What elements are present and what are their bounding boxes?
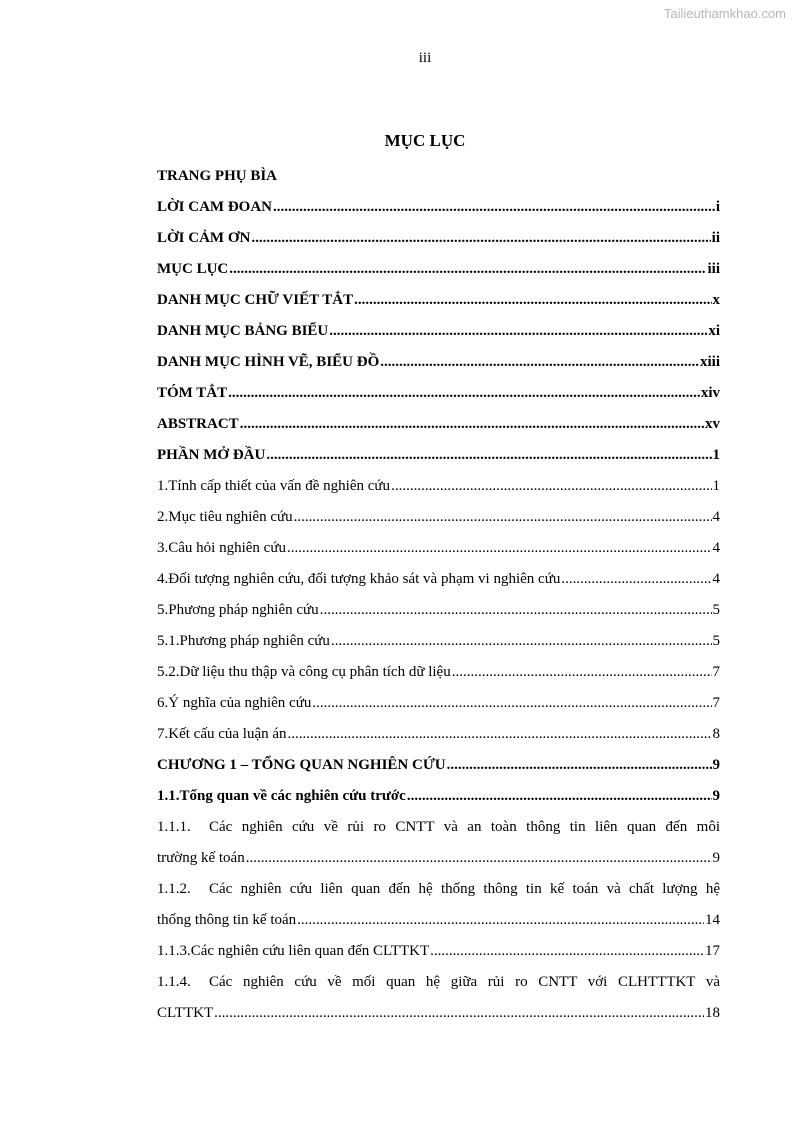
- toc-leader-dots: [354, 285, 711, 316]
- toc-entry-page: 9: [712, 757, 720, 773]
- toc-entry-text: Phương pháp nghiên cứu: [179, 633, 330, 649]
- toc-entry-text: DANH MỤC BẢNG BIỂU: [157, 323, 329, 339]
- toc-entry-4[interactable]: [157, 564, 720, 595]
- table-of-contents: [157, 161, 720, 1029]
- toc-entry-7[interactable]: [157, 719, 720, 750]
- toc-entry-3[interactable]: [157, 533, 720, 564]
- toc-entry-text: LỜI CẢM ƠN: [157, 230, 251, 246]
- toc-leader-dots: [320, 595, 712, 626]
- toc-entry-text: CHƯƠNG 1 – TỔNG QUAN NGHIÊN CỨU: [157, 757, 446, 773]
- toc-entry-1-1-4[interactable]: [157, 967, 720, 998]
- toc-entry-page: 18: [705, 1005, 720, 1021]
- toc-entry-5-1[interactable]: [157, 626, 720, 657]
- toc-entry-number: 1.1.: [157, 788, 180, 804]
- toc-leader-dots: [452, 657, 712, 688]
- toc-entry-text: ABSTRACT: [157, 416, 239, 432]
- toc-entry-number: 3.: [157, 540, 169, 556]
- toc-entry-page: xiv: [700, 385, 720, 401]
- toc-leader-dots: [288, 719, 712, 750]
- toc-entry-text: Phương pháp nghiên cứu: [168, 602, 319, 618]
- toc-entry-number: 1.1.4.: [157, 974, 191, 990]
- toc-entry-1-1[interactable]: [157, 781, 720, 812]
- toc-entry-abstract[interactable]: [157, 409, 720, 440]
- toc-entry-page: 4: [712, 540, 720, 556]
- toc-entry-number: 7.: [157, 726, 169, 742]
- toc-entry-1-1-3[interactable]: [157, 936, 720, 967]
- toc-leader-dots: [240, 409, 704, 440]
- toc-leader-dots: [214, 998, 704, 1029]
- toc-entry-page: 7: [712, 664, 720, 680]
- toc-leader-dots: [287, 533, 712, 564]
- toc-entry-page: 8: [712, 726, 720, 742]
- toc-leader-dots: [312, 688, 711, 719]
- toc-leader-dots: [228, 378, 700, 409]
- toc-entry-text: Mục tiêu nghiên cứu: [168, 509, 293, 525]
- toc-entry-1-1-4-continued[interactable]: [157, 998, 720, 1029]
- toc-entry-loi-cam-doan[interactable]: [157, 192, 720, 223]
- toc-entry-page: 9: [712, 788, 720, 804]
- toc-entry-page: 5: [712, 602, 720, 618]
- toc-entry-text: Kết cấu của luận án: [168, 726, 287, 742]
- toc-entry-page: 9: [712, 850, 720, 866]
- toc-entry-text: Câu hỏi nghiên cứu: [168, 540, 286, 556]
- toc-entry-page: 14: [705, 912, 720, 928]
- toc-entry-page: iii: [707, 261, 720, 277]
- toc-entry-text: Đối tượng nghiên cứu, đối tượng khảo sát và phạm vi nghiên cứu: [168, 571, 561, 587]
- toc-entry-text: Tổng quan về các nghiên cứu trước: [179, 788, 406, 804]
- toc-entry-trang-phu-bia[interactable]: [157, 161, 720, 192]
- toc-entry-text: PHẦN MỞ ĐẦU: [157, 447, 266, 463]
- watermark-text: Tailieuthamkhao.com: [663, 6, 786, 21]
- toc-entry-page: xi: [708, 323, 720, 339]
- toc-entry-text: DANH MỤC HÌNH VẼ, BIỂU ĐỒ: [157, 354, 380, 370]
- toc-leader-dots: [246, 843, 712, 874]
- toc-title: MỤC LỤC: [384, 131, 466, 150]
- toc-entry-page: xiii: [699, 354, 720, 370]
- toc-leader-dots: [294, 502, 712, 533]
- toc-entry-1-1-1-continued[interactable]: [157, 843, 720, 874]
- toc-entry-text: DANH MỤC CHỮ VIẾT TẮT: [157, 292, 354, 308]
- toc-leader-dots: [407, 781, 712, 812]
- toc-entry-text: trường kế toán: [157, 850, 245, 866]
- toc-entry-text: Các nghiên cứu về mối quan hệ giữa rủi ro CNTT với CLHTTTKT và: [209, 974, 720, 990]
- toc-entry-loi-cam-on[interactable]: [157, 223, 720, 254]
- toc-entry-number: 1.1.2.: [157, 881, 191, 897]
- toc-entry-page: 1: [712, 447, 720, 463]
- toc-leader-dots: [331, 626, 712, 657]
- toc-entry-number: 1.1.3.: [157, 943, 191, 959]
- toc-leader-dots: [266, 440, 711, 471]
- toc-entry-text: Tính cấp thiết của vấn đề nghiên cứu: [168, 478, 391, 494]
- toc-entry-1-1-2[interactable]: [157, 874, 720, 905]
- toc-entry-6[interactable]: [157, 688, 720, 719]
- toc-entry-page: ii: [711, 230, 720, 246]
- toc-entry-page: xv: [705, 416, 720, 432]
- toc-entry-number: 5.: [157, 602, 169, 618]
- toc-entry-number: 1.: [157, 478, 169, 494]
- toc-entry-chuong-1[interactable]: [157, 750, 720, 781]
- toc-entry-number: 2.: [157, 509, 169, 525]
- toc-entry-page: i: [715, 199, 720, 215]
- toc-entry-1[interactable]: [157, 471, 720, 502]
- toc-entry-text: Ý nghĩa của nghiên cứu: [168, 695, 312, 711]
- toc-entry-number: 1.1.1.: [157, 819, 191, 835]
- toc-entry-page: 17: [705, 943, 720, 959]
- toc-entry-page: 7: [712, 695, 720, 711]
- toc-entry-page: 5: [712, 633, 720, 649]
- toc-entry-5-2[interactable]: [157, 657, 720, 688]
- toc-entry-phan-mo-dau[interactable]: [157, 440, 720, 471]
- toc-leader-dots: [251, 223, 710, 254]
- toc-entry-1-1-1[interactable]: [157, 812, 720, 843]
- toc-entry-1-1-2-continued[interactable]: [157, 905, 720, 936]
- toc-entry-page: 4: [712, 571, 720, 587]
- toc-entry-text: Các nghiên cứu liên quan đến CLTTKT: [190, 943, 430, 959]
- toc-entry-danh-muc-bang-bieu[interactable]: [157, 316, 720, 347]
- toc-entry-text: TÓM TẮT: [157, 385, 228, 401]
- toc-entry-text: Các nghiên cứu về rủi ro CNTT và an toàn thông tin liên quan đến môi: [209, 819, 720, 835]
- toc-entry-text: CLTTKT: [157, 1005, 214, 1021]
- toc-entry-text: MỤC LỤC: [157, 261, 229, 277]
- toc-leader-dots: [391, 471, 711, 502]
- toc-entry-page: 1: [712, 478, 720, 494]
- toc-leader-dots: [273, 192, 715, 223]
- toc-entry-number: 5.2.: [157, 664, 180, 680]
- toc-entry-text: thống thông tin kế toán: [157, 912, 297, 928]
- toc-entry-number: 5.1.: [157, 633, 180, 649]
- toc-leader-dots: [447, 750, 712, 781]
- toc-entry-page: x: [712, 292, 720, 308]
- toc-leader-dots: [329, 316, 707, 347]
- toc-leader-dots: [380, 347, 699, 378]
- toc-entry-danh-muc-chu-viet-tat[interactable]: [157, 285, 720, 316]
- page-number: iii: [418, 50, 432, 66]
- toc-entry-5[interactable]: [157, 595, 720, 626]
- toc-entry-tom-tat[interactable]: [157, 378, 720, 409]
- toc-entry-text: Các nghiên cứu liên quan đến hệ thống thông tin kế toán và chất lượng hệ: [209, 881, 720, 897]
- toc-leader-dots: [561, 564, 711, 595]
- toc-leader-dots: [430, 936, 704, 967]
- toc-entry-text: Dữ liệu thu thập và công cụ phân tích dữ liệu: [179, 664, 451, 680]
- toc-entry-text: TRANG PHỤ BÌA: [157, 168, 278, 184]
- toc-entry-number: 4.: [157, 571, 169, 587]
- toc-entry-muc-luc[interactable]: [157, 254, 720, 285]
- toc-entry-2[interactable]: [157, 502, 720, 533]
- toc-entry-number: 6.: [157, 695, 169, 711]
- toc-entry-page: 4: [712, 509, 720, 525]
- toc-entry-text: LỜI CAM ĐOAN: [157, 199, 272, 215]
- toc-leader-dots: [229, 254, 706, 285]
- toc-leader-dots: [297, 905, 704, 936]
- toc-entry-danh-muc-hinh-ve[interactable]: [157, 347, 720, 378]
